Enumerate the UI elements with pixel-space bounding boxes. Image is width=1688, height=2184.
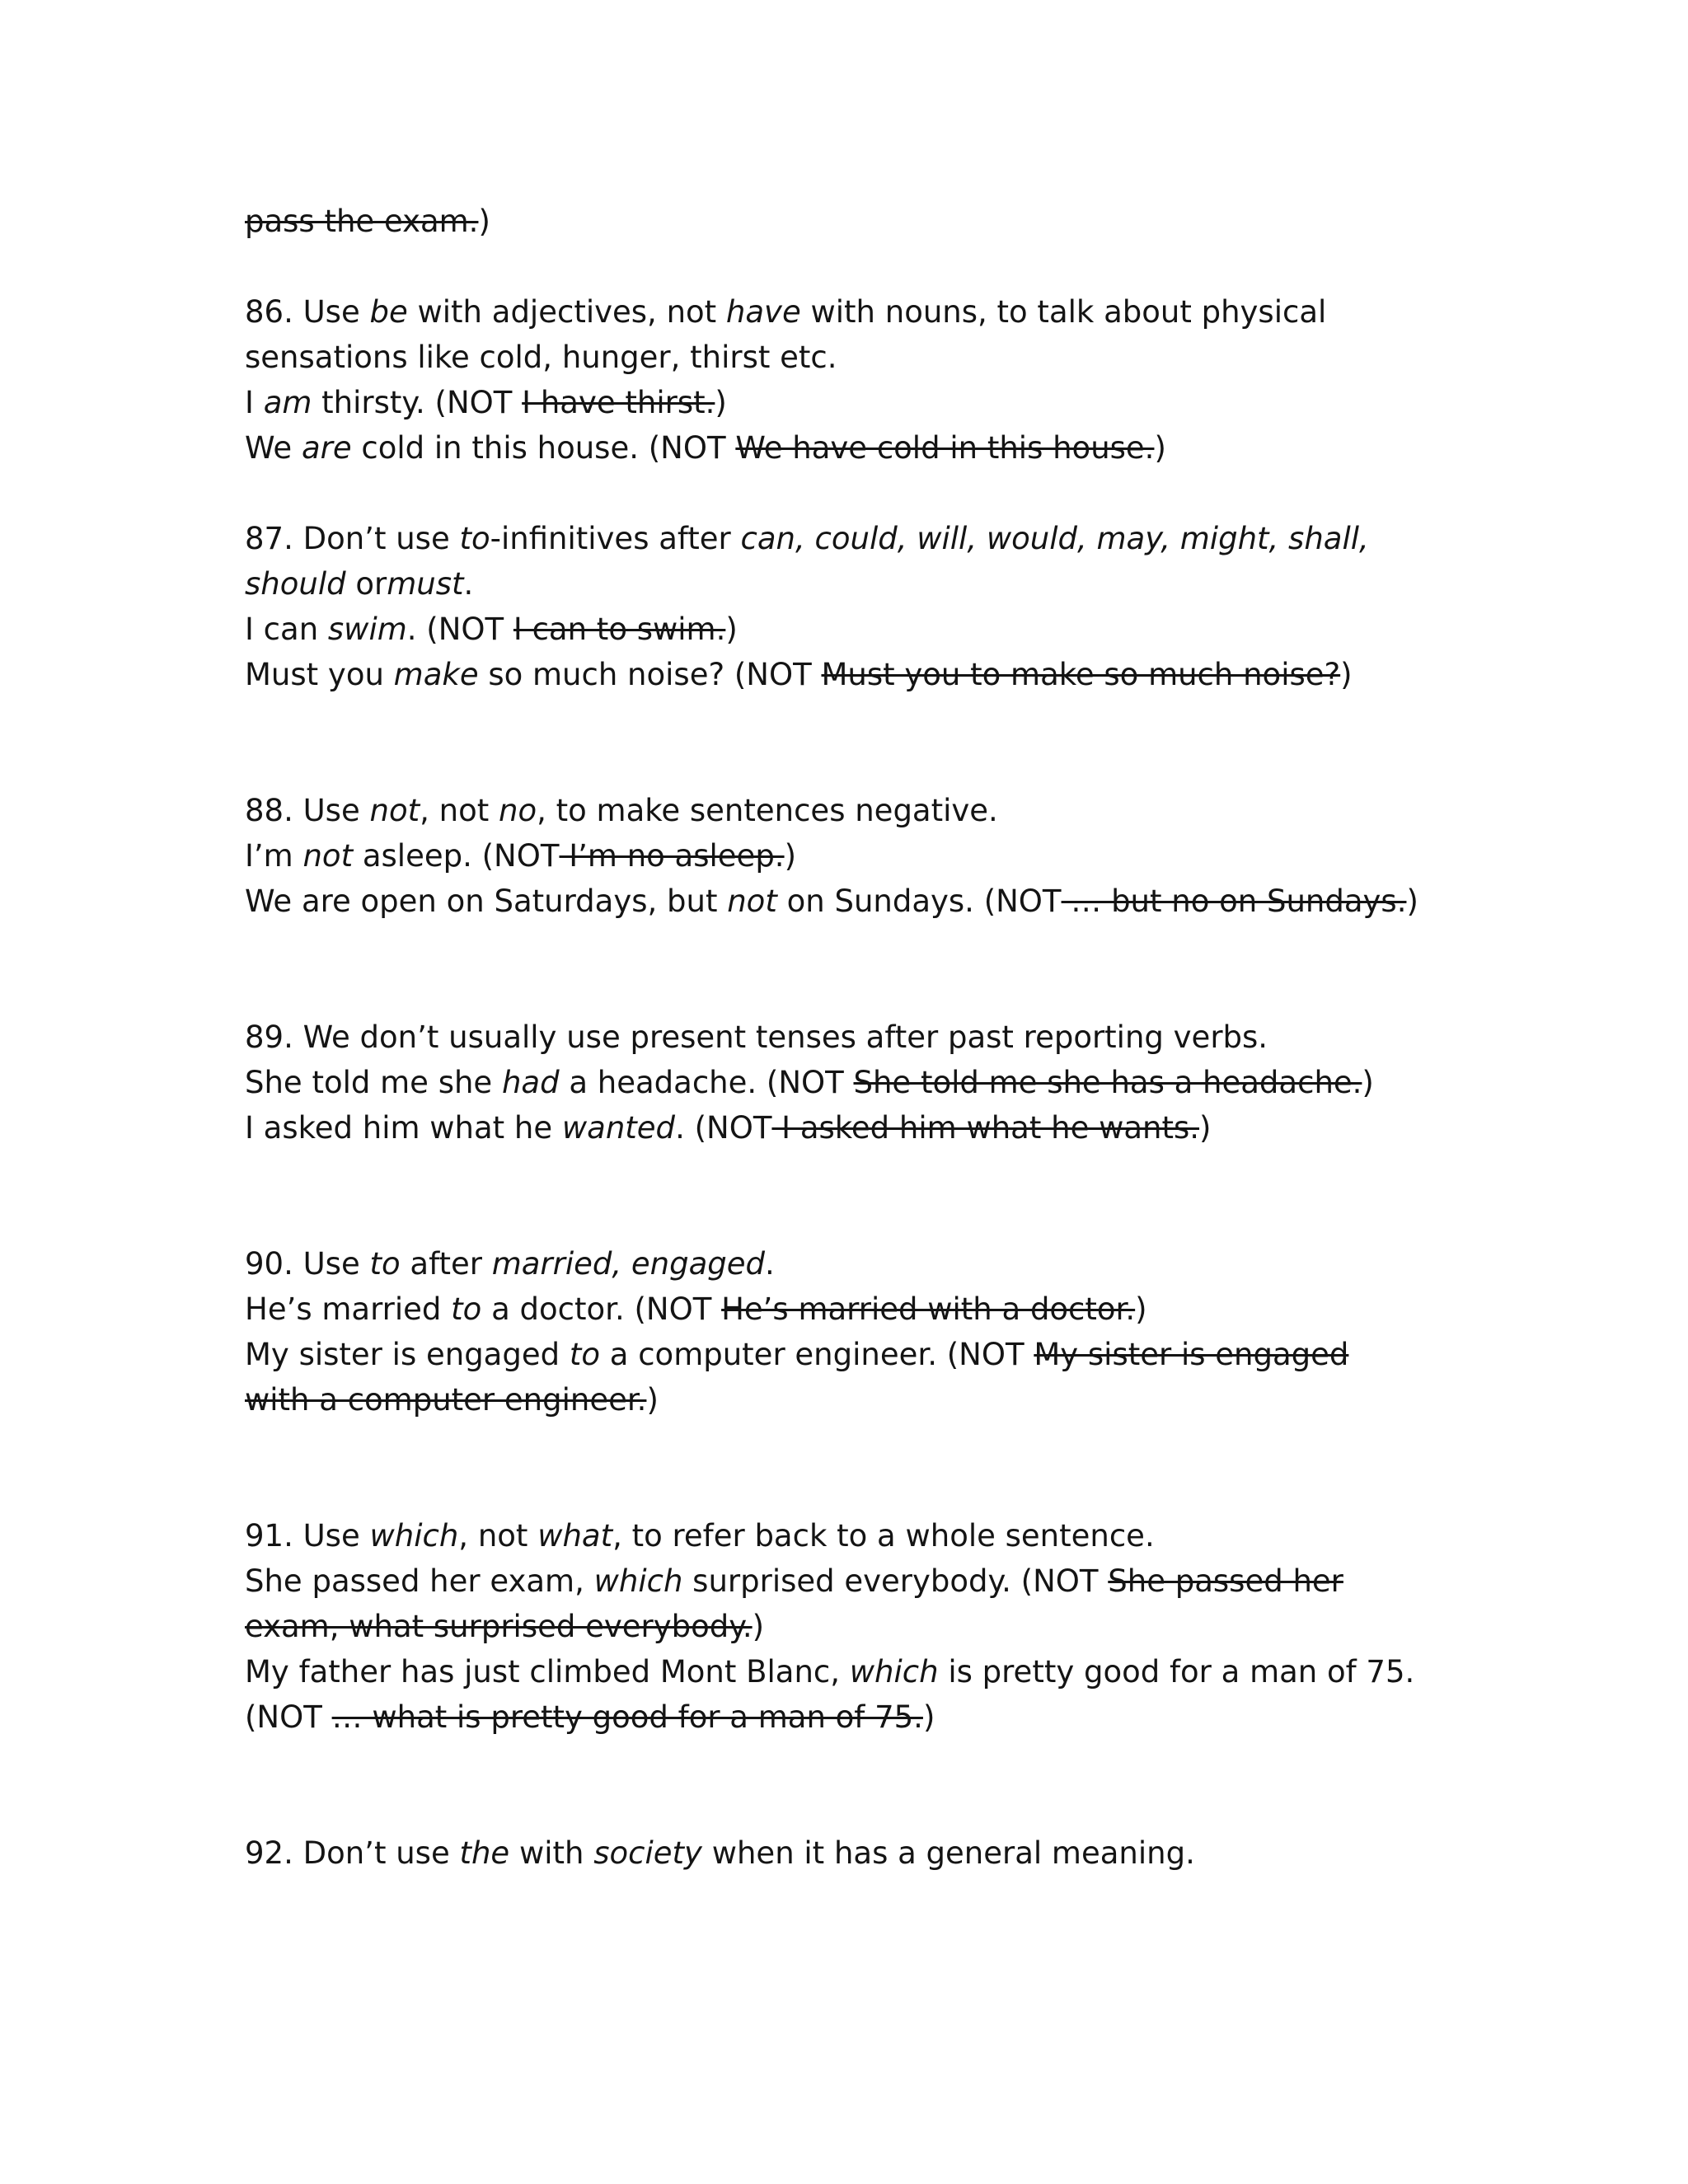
emphasis-text: are — [301, 430, 352, 466]
text-segment: ) — [715, 385, 727, 420]
text-line — [245, 1110, 1211, 1146]
struck-example: We have cold in this house. — [735, 430, 1155, 466]
text-segment: ) — [1135, 1291, 1147, 1327]
text-line — [245, 1518, 1155, 1554]
text-line — [245, 883, 1418, 920]
text-line — [245, 657, 1353, 693]
struck-example: She passed her — [1108, 1563, 1343, 1599]
text-segment: , not — [458, 1518, 538, 1554]
emphasis-text: not — [369, 793, 420, 828]
struck-example: I asked him what he wants. — [771, 1110, 1200, 1146]
text-segment: is pretty good for a man of 75. — [938, 1654, 1415, 1690]
emphasis-text: what — [537, 1518, 613, 1554]
text-segment: ) — [1406, 883, 1418, 919]
text-segment: ) — [478, 204, 490, 239]
text-segment: , not — [420, 793, 499, 828]
text-line — [245, 612, 738, 648]
text-segment: 86. Use — [245, 294, 370, 330]
struck-example: pass the exam. — [245, 204, 479, 239]
text-segment: ) — [1199, 1110, 1212, 1146]
text-segment: thirsty. (NOT — [312, 385, 523, 420]
text-segment: We are open on Saturdays, but — [245, 883, 728, 919]
text-segment: a headache. (NOT — [559, 1065, 854, 1100]
text-line — [245, 1246, 775, 1282]
emphasis-text: should — [245, 566, 346, 602]
text-line — [245, 1337, 1348, 1373]
text-segment: with adjectives, not — [407, 294, 726, 330]
text-line — [245, 294, 1326, 330]
text-segment: ) — [1362, 1065, 1374, 1100]
emphasis-text: not — [302, 838, 354, 874]
text-segment: . (NOT — [406, 612, 513, 647]
text-segment: I asked him what he — [245, 1110, 562, 1146]
text-segment: I — [245, 385, 264, 420]
struck-example: He’s married with a doctor. — [721, 1291, 1136, 1327]
text-segment: 88. Use — [245, 793, 370, 828]
text-segment: sensations like cold, hunger, thirst etc. — [245, 340, 837, 375]
emphasis-text: swim — [327, 612, 407, 647]
text-line — [245, 1382, 659, 1418]
text-segment: ) — [725, 612, 738, 647]
text-segment: . (NOT — [675, 1110, 772, 1146]
text-line — [245, 1065, 1374, 1101]
struck-example: I’m no asleep. — [559, 838, 785, 874]
emphasis-text: to — [451, 1291, 482, 1327]
text-segment: My father has just climbed Mont Blanc, — [245, 1654, 850, 1690]
text-segment: cold in this house. (NOT — [351, 430, 736, 466]
struck-example: She told me she has a headache. — [853, 1065, 1362, 1100]
text-segment: after — [400, 1246, 492, 1282]
text-segment: ) — [752, 1609, 765, 1644]
emphasis-text: to — [459, 521, 490, 556]
emphasis-text: which — [593, 1563, 683, 1599]
text-segment: I’m — [245, 838, 303, 874]
text-segment: We — [245, 430, 302, 466]
emphasis-text: wanted — [561, 1110, 676, 1146]
text-segment: 90. Use — [245, 1246, 370, 1282]
struck-example: with a computer engineer. — [245, 1382, 647, 1418]
text-segment: surprised everybody. (NOT — [682, 1563, 1109, 1599]
text-segment: when it has a general meaning. — [701, 1835, 1195, 1871]
text-segment: 89. We don’t usually use present tenses after past reporting verbs. — [245, 1019, 1268, 1055]
text-line — [245, 1563, 1343, 1600]
text-segment: with — [509, 1835, 594, 1871]
emphasis-text: to — [569, 1337, 601, 1372]
struck-example: … but no on Sundays. — [1061, 883, 1407, 919]
struck-example: exam, what surprised everybody. — [245, 1609, 753, 1644]
emphasis-text: had — [501, 1065, 560, 1100]
text-segment: ) — [1340, 657, 1353, 692]
text-line — [245, 1835, 1195, 1872]
text-segment: 92. Don’t use — [245, 1835, 460, 1871]
emphasis-text: no — [499, 793, 537, 828]
text-line — [245, 340, 837, 376]
emphasis-text: society — [593, 1835, 702, 1871]
text-segment: , to make sentences negative. — [537, 793, 998, 828]
text-line — [245, 521, 1369, 557]
text-segment: . — [463, 566, 474, 602]
text-line — [245, 1019, 1268, 1056]
emphasis-text: which — [369, 1518, 459, 1554]
text-line — [245, 793, 998, 829]
text-segment: , to refer back to a whole sentence. — [612, 1518, 1155, 1554]
text-segment: She passed her exam, — [245, 1563, 594, 1599]
emphasis-text: make — [393, 657, 479, 692]
text-segment: ) — [646, 1382, 659, 1418]
text-segment: 91. Use — [245, 1518, 370, 1554]
text-segment: or — [345, 566, 387, 602]
text-segment: asleep. (NOT — [353, 838, 560, 874]
text-line — [245, 1699, 935, 1736]
emphasis-text: the — [459, 1835, 510, 1871]
text-segment: a doctor. (NOT — [481, 1291, 722, 1327]
text-segment: a computer engineer. (NOT — [600, 1337, 1034, 1372]
struck-example: I can to swim. — [513, 612, 726, 647]
emphasis-text: not — [727, 883, 777, 919]
struck-example: … what is pretty good for a man of 75. — [331, 1699, 923, 1735]
text-line — [245, 1654, 1414, 1690]
emphasis-text: which — [849, 1654, 939, 1690]
text-segment: He’s married — [245, 1291, 452, 1327]
text-segment: . — [765, 1246, 775, 1282]
emphasis-text: married, engaged — [491, 1246, 766, 1282]
emphasis-text: be — [369, 294, 408, 330]
text-segment: 87. Don’t use — [245, 521, 460, 556]
text-line — [245, 204, 490, 240]
text-segment: ) — [922, 1699, 935, 1735]
emphasis-text: am — [263, 385, 312, 420]
text-segment: ) — [1154, 430, 1166, 466]
text-line — [245, 1291, 1147, 1328]
struck-example: Must you to make so much noise? — [821, 657, 1341, 692]
emphasis-text: must — [387, 566, 464, 602]
text-line — [245, 385, 727, 421]
struck-example: My sister is engaged — [1034, 1337, 1349, 1372]
text-line — [245, 838, 796, 874]
text-segment: Must you — [245, 657, 394, 692]
text-segment: with nouns, to talk about physical — [800, 294, 1327, 330]
emphasis-text: to — [369, 1246, 401, 1282]
text-segment: My sister is engaged — [245, 1337, 570, 1372]
text-segment: ) — [784, 838, 796, 874]
text-line — [245, 566, 473, 602]
emphasis-text: can, could, will, would, may, might, shall, — [740, 521, 1369, 556]
emphasis-text: have — [725, 294, 801, 330]
struck-example: I have thirst. — [522, 385, 715, 420]
text-line — [245, 1609, 764, 1645]
text-segment: -infinitives after — [490, 521, 741, 556]
text-segment: I can — [245, 612, 328, 647]
text-segment: on Sundays. (NOT — [776, 883, 1062, 919]
text-line — [245, 430, 1166, 466]
text-segment: (NOT — [245, 1699, 332, 1735]
text-segment: She told me she — [245, 1065, 502, 1100]
text-segment: so much noise? (NOT — [478, 657, 822, 692]
